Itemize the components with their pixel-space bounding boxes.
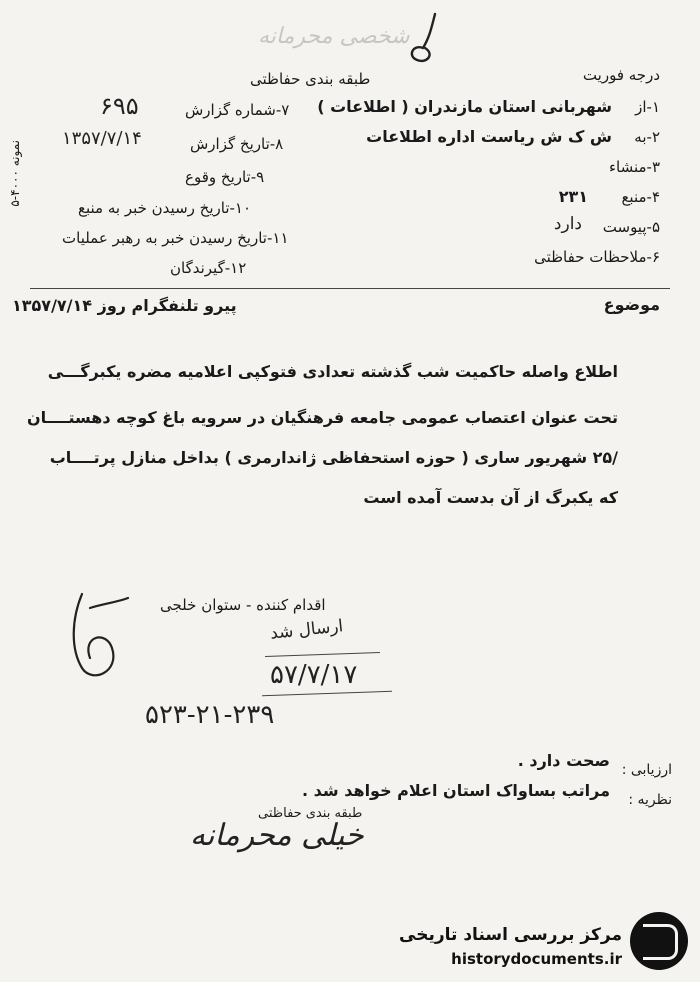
field-report-number-value: ۶۹۵ xyxy=(100,92,139,120)
field-news-to-source-label: ۱۰-تاریخ رسیدن خبر به منبع xyxy=(78,199,252,217)
field-source-label: ۴-منبع xyxy=(621,188,660,206)
field-news-to-leader-label: ۱۱-تاریخ رسیدن خبر به رهبر عملیات xyxy=(62,229,289,247)
field-from-value: شهربانی استان مازندران ( اطلاعات ) xyxy=(317,97,612,116)
urgency-title: درجه فوریت xyxy=(582,66,660,84)
footer-classification: طبقه بندی حفاظتی xyxy=(258,806,363,821)
body-line-1: اطلاع واصله حاکمیت شب گذشته تعدادی فتوکپی اعلامیه مضره یکبرگـــی xyxy=(47,362,618,381)
footer-classification-value: خیلی محرمانه xyxy=(190,818,364,853)
field-to-value: ش ک ش ریاست اداره اطلاعات xyxy=(366,127,612,146)
archive-org-name: مرکز بررسی اسناد تاریخی xyxy=(399,925,622,945)
classification-title: طبقه بندی حفاظتی xyxy=(250,70,371,88)
opinion-label: نظریه : xyxy=(628,792,672,808)
field-attachment-label: ۵-پیوست xyxy=(602,218,660,236)
field-report-date-value: ۱۳۵۷/۷/۱۴ xyxy=(62,128,142,149)
subject-label: موضوع xyxy=(603,295,660,314)
field-to-label: ۲-به xyxy=(634,128,660,146)
evaluation-label: ارزیابی : xyxy=(621,762,672,778)
top-faded-stamp: شخصی محرمانه xyxy=(258,24,410,49)
opinion-value: مراتب بساواک استان اعلام خواهد شد . xyxy=(302,781,610,800)
side-form-code: نمونه ۴۰۰۰-۵ xyxy=(8,140,22,207)
archive-website: historydocuments.ir xyxy=(451,950,622,968)
action-underline-2 xyxy=(262,691,392,697)
field-origin-label: ۳-منشاء xyxy=(608,158,660,176)
field-recipients-label: ۱۲-گیرندگان xyxy=(170,259,247,277)
body-line-3: /۲۵ شهریور ساری ( حوزه استحفاظی ژاندارمری ) بداخل منازل پرتــــاب xyxy=(49,448,618,467)
action-date: ۵۷/۷/۱۷ xyxy=(270,660,358,690)
field-from-label: ۱-از xyxy=(635,98,660,116)
evaluation-value: صحت دارد . xyxy=(517,751,610,770)
header-separator xyxy=(30,288,670,289)
field-event-date-label: ۹-تاریخ وقوع xyxy=(185,168,265,186)
field-security-notes-label: ۶-ملاحظات حفاظتی xyxy=(534,248,660,266)
archive-logo-icon xyxy=(630,912,688,970)
action-sent: ارسال شد xyxy=(269,616,345,644)
action-number: ۵۲۳-۲۱-۲۳۹ xyxy=(145,700,275,730)
field-report-date-label: ۸-تاریخ گزارش xyxy=(190,135,284,153)
officer-signature-icon xyxy=(62,588,142,688)
body-line-4: که یکبرگ از آن بدست آمده است xyxy=(363,488,618,507)
subject-value: پیرو تلنفگرام روز ۱۳۵۷/۷/۱۴ xyxy=(12,296,237,315)
action-actor: اقدام کننده - ستوان خلجی xyxy=(160,596,326,614)
body-line-2: تحت عنوان اعتصاب عمومی جامعه فرهنگیان در سرویه باغ کوچه دهستــــان xyxy=(26,408,618,427)
field-source-value: ۲۳۱ xyxy=(558,187,588,206)
field-attachment-value: دارد xyxy=(553,214,582,234)
action-underline-1 xyxy=(265,652,380,657)
field-report-number-label: ۷-شماره گزارش xyxy=(185,101,290,119)
handwritten-mark-icon xyxy=(395,8,455,68)
